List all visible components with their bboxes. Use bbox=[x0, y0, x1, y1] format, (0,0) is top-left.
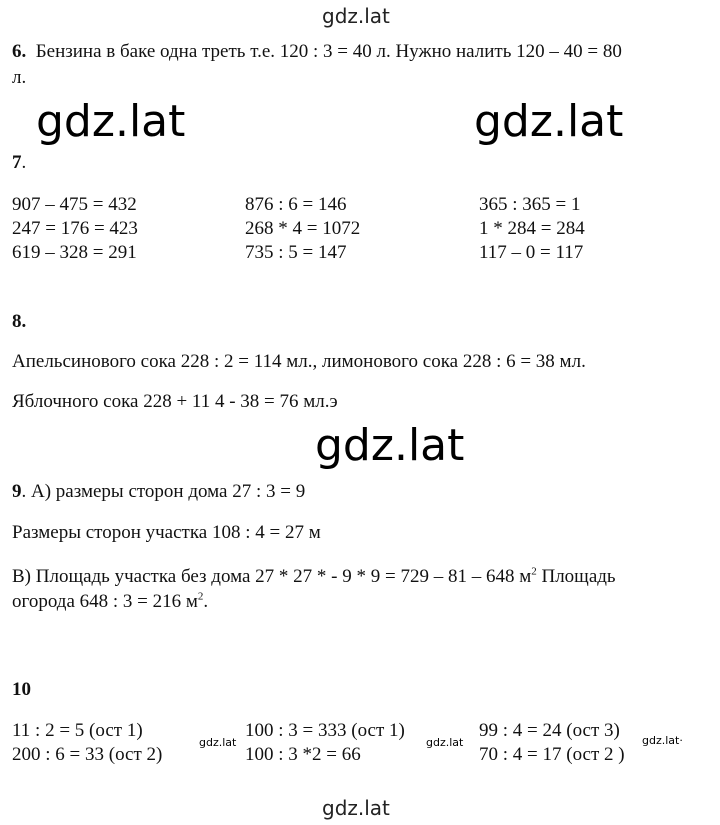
task6-line2: л. bbox=[12, 67, 27, 88]
task8-heading bbox=[12, 310, 26, 334]
task9-line3-text: В) Площадь участка без дома 27 * 27 * - 9 * 9 = 729 – 81 – 648 м bbox=[12, 566, 532, 587]
task9-line1-text: . А) размеры сторон дома 27 : 3 = 9 bbox=[21, 481, 306, 502]
task7-heading bbox=[12, 151, 26, 175]
task7-col2-row3: 735 : 5 = 147 bbox=[245, 242, 347, 263]
task7-col3-row2: 1 * 284 = 284 bbox=[479, 218, 585, 239]
watermark-small-1: gdz.lat bbox=[199, 736, 237, 749]
watermark-top: gdz.lat bbox=[322, 4, 390, 28]
task9-number: 9 bbox=[12, 481, 22, 502]
task7-col2-row1: 876 : 6 = 146 bbox=[245, 194, 347, 215]
task6-text: Бензина в баке одна треть т.е. 120 : 3 = 40 л. Нужно налить 120 – 40 = 80 bbox=[35, 41, 622, 62]
task8-line1: Апельсинового сока 228 : 2 = 114 мл., лимонового сока 228 : 6 = 38 мл. bbox=[12, 351, 586, 372]
task10-col1-row1: 11 : 2 = 5 (ост 1) bbox=[12, 720, 143, 741]
task6-line1 bbox=[12, 40, 622, 64]
task9-line4-sup: 2 bbox=[197, 590, 204, 603]
task10-col3-row2: 70 : 4 = 17 (ост 2 ) bbox=[479, 744, 625, 765]
task7-col2-row2: 268 * 4 = 1072 bbox=[245, 218, 361, 239]
task8-line2: Яблочного сока 228 + 11 4 - 38 = 76 мл.э bbox=[12, 391, 338, 412]
task9-line2: Размеры сторон участка 108 : 4 = 27 м bbox=[12, 522, 321, 543]
task7-col1-row1: 907 – 475 = 432 bbox=[12, 194, 137, 215]
task8-number: 8. bbox=[12, 311, 27, 332]
task10-col2-row2: 100 : 3 *2 = 66 bbox=[245, 744, 361, 765]
task9-line3 bbox=[12, 565, 616, 589]
task7-col3-row3: 117 – 0 = 117 bbox=[479, 242, 584, 263]
task10-heading bbox=[12, 678, 31, 702]
task10-col1-row2: 200 : 6 = 33 (ост 2) bbox=[12, 744, 163, 765]
task7-number: 7 bbox=[12, 152, 22, 173]
task10-col2-row1: 100 : 3 = 333 (ост 1) bbox=[245, 720, 405, 741]
watermark-big-left: gdz.lat bbox=[36, 96, 186, 147]
task9-line3-sup: 2 bbox=[531, 565, 537, 578]
task7-col1-row3: 619 – 328 = 291 bbox=[12, 242, 137, 263]
watermark-big-right: gdz.lat bbox=[474, 96, 624, 147]
watermark-big-center: gdz.lat bbox=[315, 420, 465, 471]
task9-line3-tail: Площадь bbox=[536, 566, 616, 587]
watermark-small-3: gdz.lat· bbox=[642, 734, 683, 747]
task6-number: 6. bbox=[12, 41, 27, 62]
task10-number: 10 bbox=[12, 679, 31, 700]
task7-dot: . bbox=[21, 152, 27, 173]
task9-line1 bbox=[12, 480, 305, 504]
task10-col3-row1: 99 : 4 = 24 (ост 3) bbox=[479, 720, 620, 741]
task9-line4-tail: . bbox=[203, 591, 209, 612]
task9-line4 bbox=[12, 590, 208, 614]
watermark-small-2: gdz.lat bbox=[426, 736, 464, 749]
task9-line4-text: огорода 648 : 3 = 216 м bbox=[12, 591, 198, 612]
task7-col3-row1: 365 : 365 = 1 bbox=[479, 194, 581, 215]
task7-col1-row2: 247 = 176 = 423 bbox=[12, 218, 138, 239]
watermark-bottom: gdz.lat bbox=[322, 796, 390, 820]
